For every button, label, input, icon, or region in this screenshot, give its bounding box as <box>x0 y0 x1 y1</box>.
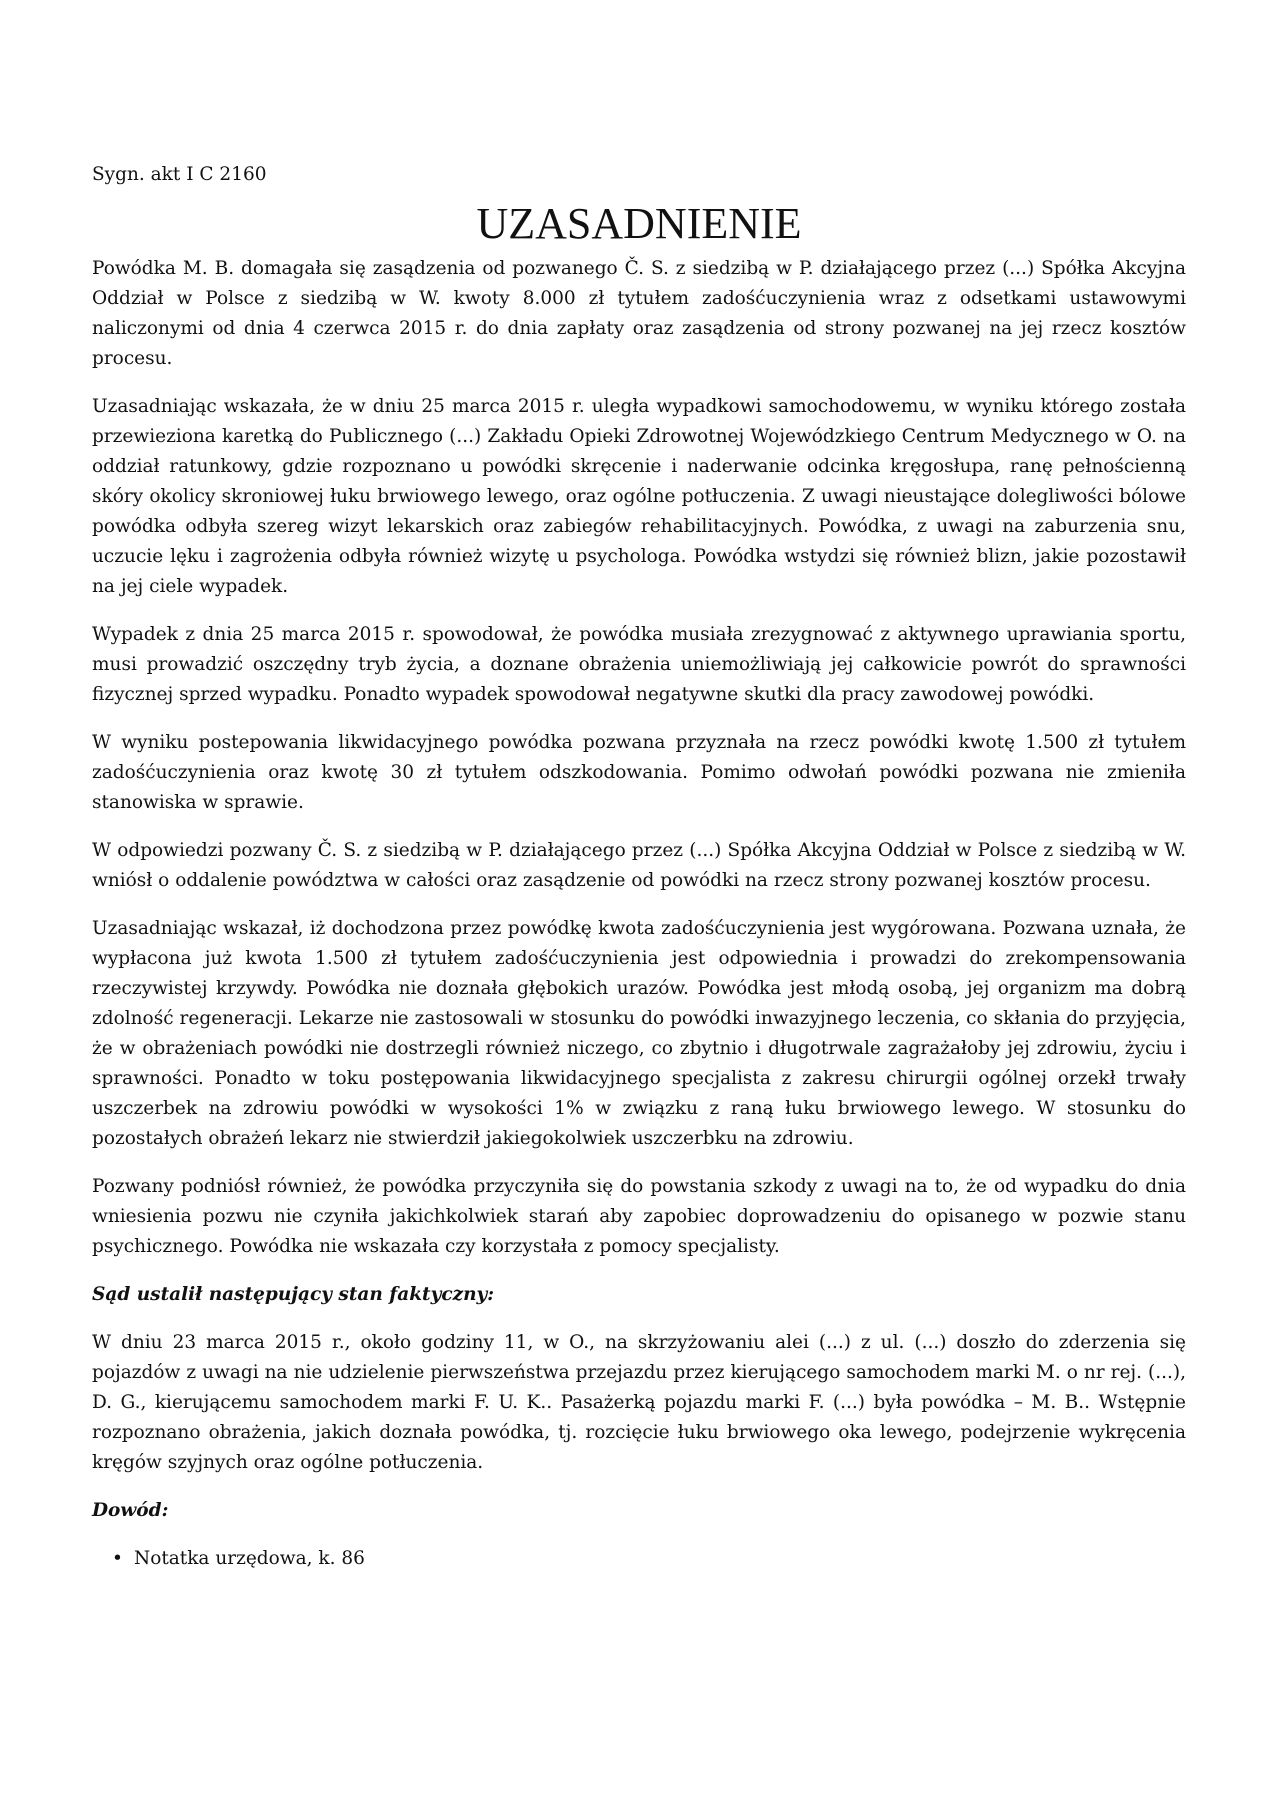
paragraph-claim: Powódka M. B. domagała się zasądzenia od pozwanego Č. S. z siedzibą w P. działającego przez (...) Spółka Akcyjna Oddział w Polsce z siedzibą w W. kwoty 8.000 zł tytułem zadośćuczynienia wraz z odsetkami ustawowymi naliczonymi od dnia 4 czerwca 2015 r. do dnia zapłaty oraz zasądzenia od strony pozwanej na jej rzecz kosztów procesu. <box>92 258 1186 369</box>
document-page <box>92 160 1186 1574</box>
evidence-item-label: Notatka urzędowa, k. 86 <box>134 1548 365 1569</box>
paragraph-liquidation: W wyniku postepowania likwidacyjnego powódka pozwana przyznała na rzecz powódki kwotę 1.500 zł tytułem zadośćuczynienia oraz kwotę 30 zł tytułem odszkodowania. Pomimo odwołań powódki pozwana nie zmieniła stanowiska w sprawie. <box>92 732 1186 813</box>
evidence-item <box>112 1544 1186 1574</box>
paragraph-justification: Uzasadniając wskazała, że w dniu 25 marca 2015 r. uległa wypadkowi samochodowemu, w wyniku którego została przewieziona karetką do Publicznego (...) Zakładu Opieki Zdrowotnej Wojewódzkiego Centrum Medycznego w O. na oddział ratunkowy, gdzie rozpoznano u powódki skręcenie i naderwanie odcinka kręgosłupa, ranę pełnościenną skóry okolicy skroniowej łuku brwiowego lewego, oraz ogólne potłuczenia. Z uwagi nieustające dolegliwości bólowe powódka odbyła szereg wizyt lekarskich oraz zabiegów rehabilitacyjnych. Powódka, z uwagi na zaburzenia snu, uczucie lęku i zagrożenia odbyła również wizytę u psychologa. Powódka wstydzi się również blizn, jakie pozostawił na jej ciele wypadek. <box>92 396 1186 597</box>
case-signature: Sygn. akt I C 2160 <box>92 164 267 185</box>
paragraph-contribution: Pozwany podniósł również, że powódka przyczyniła się do powstania szkody z uwagi na to, że od wypadku do dnia wniesienia pozwu nie czyniła jakichkolwiek starań aby zapobiec doprowadzeniu do opisanego w pozwie stanu psychicznego. Powódka nie wskazała czy korzystała z pomocy specjalisty. <box>92 1176 1186 1257</box>
paragraph-defendant-response: W odpowiedzi pozwany Č. S. z siedzibą w P. działającego przez (...) Spółka Akcyjna Oddział w Polsce z siedzibą w W. wniósł o oddalenie powództwa w całości oraz zasądzenie od powódki na rzecz strony pozwanej kosztów procesu. <box>92 840 1186 891</box>
document-title: UZASADNIENIE <box>476 199 802 248</box>
bullet-icon: • <box>112 1548 123 1569</box>
paragraph-facts: W dniu 23 marca 2015 r., około godziny 11, w O., na skrzyżowaniu alei (...) z ul. (...) doszło do zderzenia się pojazdów z uwagi na nie udzielenie pierwszeństwa przejazdu przez kierującego samochodem marki M. o nr rej. (...), D. G., kierującemu samochodem marki F. U. K.. Pasażerką pojazdu marki F. (...) była powódka – M. B.. Wstępnie rozpoznano obrażenia, jakich doznała powódka, tj. rozcięcie łuku brwiowego oka lewego, podejrzenie wykręcenia kręgów szyjnych oraz ogólne potłuczenia. <box>92 1332 1186 1473</box>
paragraph-consequences: Wypadek z dnia 25 marca 2015 r. spowodował, że powódka musiała zrezygnować z aktywnego uprawiania sportu, musi prowadzić oszczędny tryb życia, a doznane obrażenia uniemożliwiają jej całkowicie powrót do sprawności fizycznej sprzed wypadku. Ponadto wypadek spowodował negatywne skutki dla pracy zawodowej powódki. <box>92 624 1186 705</box>
paragraph-defendant-justification: Uzasadniając wskazał, iż dochodzona przez powódkę kwota zadośćuczynienia jest wygórowana. Pozwana uznała, że wypłacona już kwota 1.500 zł tytułem zadośćuczynienia jest odpowiednia i prowadzi do zrekompensowania rzeczywistej krzywdy. Powódka nie doznała głębokich urazów. Powódka jest młodą osobą, jej organizm ma dobrą zdolność regeneracji. Lekarze nie zastosowali w stosunku do powódki inwazyjnego leczenia, co skłania do przyjęcia, że w obrażeniach powódki nie dostrzegli również niczego, co zbytnio i długotrwale zagrażałoby jej zdrowiu, życiu i sprawności. Ponadto w toku postępowania likwidacyjnego specjalista z zakresu chirurgii ogólnej orzekł trwały uszczerbek na zdrowiu powódki w wysokości 1% w związku z raną łuku brwiowego lewego. W stosunku do pozostałych obrażeń lekarz nie stwierdził jakiegokolwiek uszczerbku na zdrowiu. <box>92 918 1186 1149</box>
evidence-heading: Dowód: <box>92 1500 169 1521</box>
evidence-list <box>92 1544 1186 1574</box>
facts-heading: Sąd ustalił następujący stan faktyczny: <box>92 1284 495 1305</box>
